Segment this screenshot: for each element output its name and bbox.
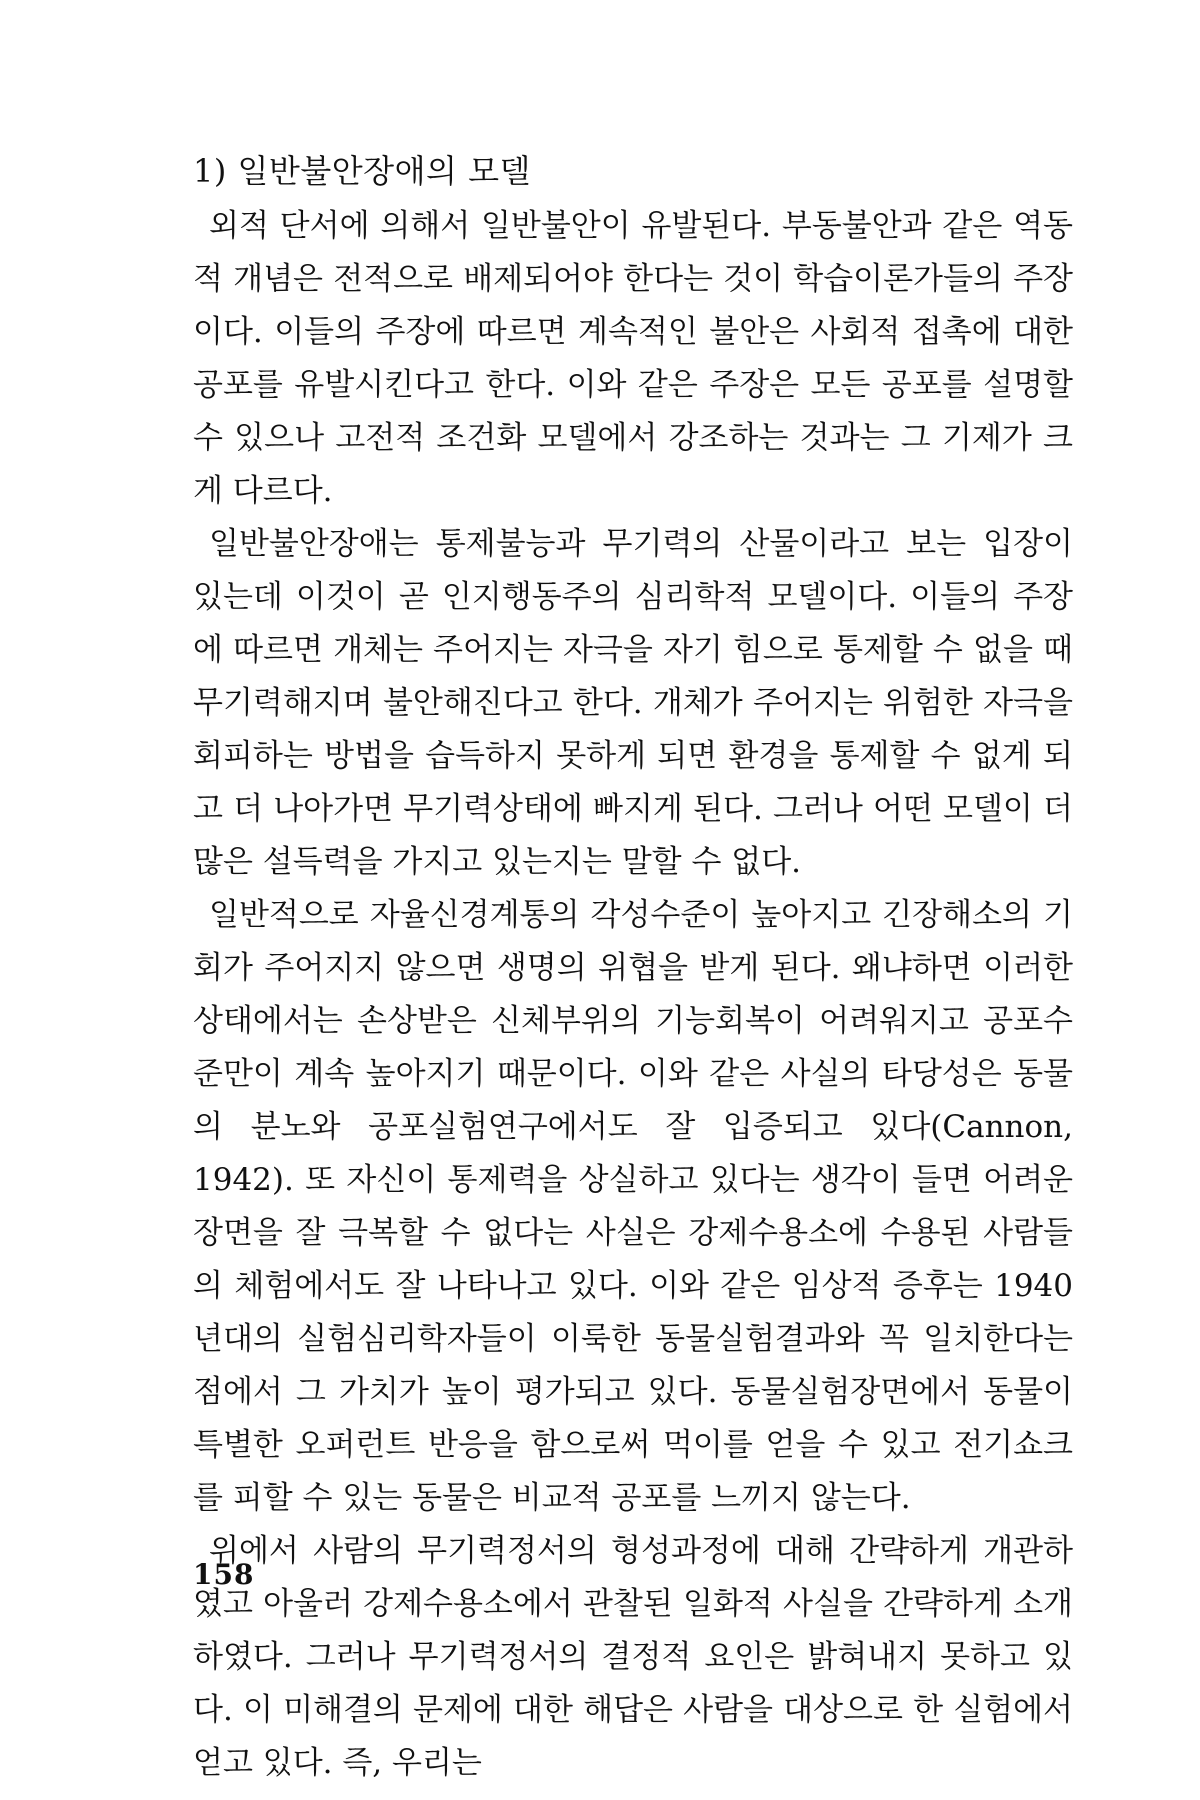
body-paragraph-1: 외적 단서에 의해서 일반불안이 유발된다. 부동불안과 같은 역동적 개념은 전적으로 배제되어야 한다는 것이 학습이론가들의 주장이다. 이들의 주장에 따르면 계속적인 불안은 사회적 접촉에 대한 공포를 유발시킨다고 한다. 이와 같은 주장은 모든 공포를 설명할 수 있으나 고전적 조건화 모델에서 강조하는 것과는 그 기제가 크게 다르다. xyxy=(193,208,1073,509)
body-paragraph-4: 위에서 사람의 무기력정서의 형성과정에 대해 간략하게 개관하였고 아울러 강제수용소에서 관찰된 일화적 사실을 간략하게 소개하였다. 그러나 무기력정서의 결정적 요인은 밝혀내지 못하고 있다. 이 미해결의 문제에 대한 해답은 사람을 대상으로 한 실험에서 얻고 있다. 즉, 우리는 xyxy=(193,1533,1073,1781)
page-number: 158 xyxy=(193,1558,255,1591)
page-text-block xyxy=(193,142,1073,1790)
body-paragraph-2: 일반불안장애는 통제불능과 무기력의 산물이라고 보는 입장이 있는데 이것이 곧 인지행동주의 심리학적 모델이다. 이들의 주장에 따르면 개체는 주어지는 자극을 자기 힘으로 통제할 수 없을 때 무기력해지며 불안해진다고 한다. 개체가 주어지는 위험한 자극을 회피하는 방법을 습득하지 못하게 되면 환경을 통제할 수 없게 되고 더 나아가면 무기력상태에 빠지게 된다. 그러나 어떤 모델이 더 많은 설득력을 가지고 있는지는 말할 수 없다. xyxy=(193,526,1073,880)
body-paragraph-3: 일반적으로 자율신경계통의 각성수준이 높아지고 긴장해소의 기회가 주어지지 않으면 생명의 위협을 받게 된다. 왜냐하면 이러한 상태에서는 손상받은 신체부위의 기능회복이 어려워지고 공포수준만이 계속 높아지기 때문이다. 이와 같은 사실의 타당성은 동물의 분노와 공포실험연구에서도 잘 입증되고 있다(Cannon, 1942). 또 자신이 통제력을 상실하고 있다는 생각이 들면 어려운 장면을 잘 극복할 수 없다는 사실은 강제수용소에 수용된 사람들의 체험에서도 잘 나타나고 있다. 이와 같은 임상적 증후는 1940년대의 실험심리학자들이 이룩한 동물실험결과와 꼭 일치한다는 점에서 그 가치가 높이 평가되고 있다. 동물실험장면에서 동물이 특별한 오퍼런트 반응을 함으로써 먹이를 얻을 수 있고 전기쇼크를 피할 수 있는 동물은 비교적 공포를 느끼지 않는다. xyxy=(193,897,1073,1516)
section-heading: 1) 일반불안장애의 모델 xyxy=(193,152,531,190)
